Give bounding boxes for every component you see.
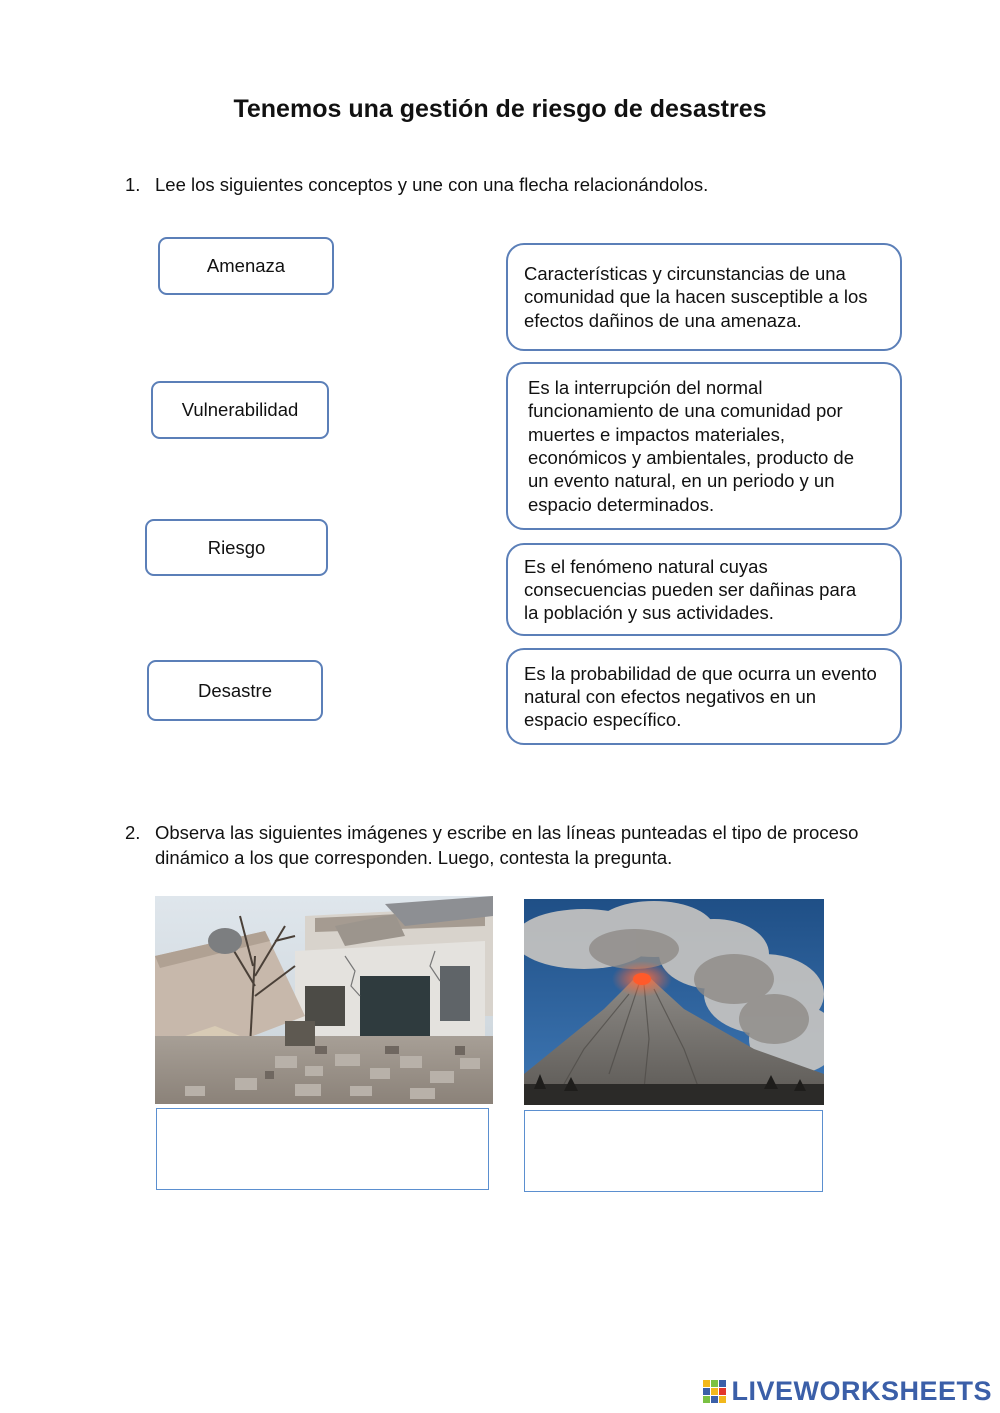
concept-desastre[interactable]: Desastre (147, 660, 323, 721)
definition-4[interactable] (506, 648, 902, 745)
definition-1[interactable] (506, 243, 902, 351)
definition-4-text: Es la probabilidad de que ocurra un evento natural con efectos negativos en un espacio específico. (524, 662, 877, 731)
concept-vulnerabilidad[interactable]: Vulnerabilidad (151, 381, 329, 439)
question-2-text: Observa las siguientes imágenes y escribe en las líneas punteadas el tipo de proceso dinámico a los que corresponden. Luego, contesta la pregunta. (155, 822, 859, 868)
earthquake-photo (155, 896, 493, 1104)
question-1-text: Lee los siguientes conceptos y une con una flecha relacionándolos. (155, 174, 709, 195)
liveworksheets-wordmark: LIVEWORKSHEETS (731, 1376, 992, 1406)
liveworksheets-logo (703, 1376, 992, 1407)
volcano-illustration (524, 899, 824, 1105)
question-1-number: 1. (125, 174, 141, 195)
definition-2[interactable] (506, 362, 902, 530)
definition-3-text: Es el fenómeno natural cuyas consecuencias pueden ser dañinas para la población y sus actividades. (524, 555, 857, 624)
definition-1-text: Características y circunstancias de una comunidad que la hacen susceptible a los efectos dañinos de una amenaza. (524, 263, 868, 331)
page-title: Tenemos una gestión de riesgo de desastres (233, 95, 767, 123)
concept-riesgo[interactable]: Riesgo (145, 519, 328, 576)
answer-box-earthquake[interactable] (156, 1108, 489, 1190)
earthquake-illustration (155, 896, 493, 1104)
answer-box-volcano[interactable] (524, 1110, 823, 1192)
definition-3[interactable] (506, 543, 902, 636)
liveworksheets-icon (703, 1380, 727, 1404)
volcano-photo (524, 899, 824, 1105)
concept-amenaza[interactable]: Amenaza (158, 237, 334, 295)
definition-2-text: Es la interrupción del normal funcionamiento de una comunidad por muertes e impactos materiales, económicos y ambientales, producto de un evento natural, en un periodo y un espacio determinados. (528, 377, 854, 515)
question-2-number: 2. (125, 822, 141, 843)
